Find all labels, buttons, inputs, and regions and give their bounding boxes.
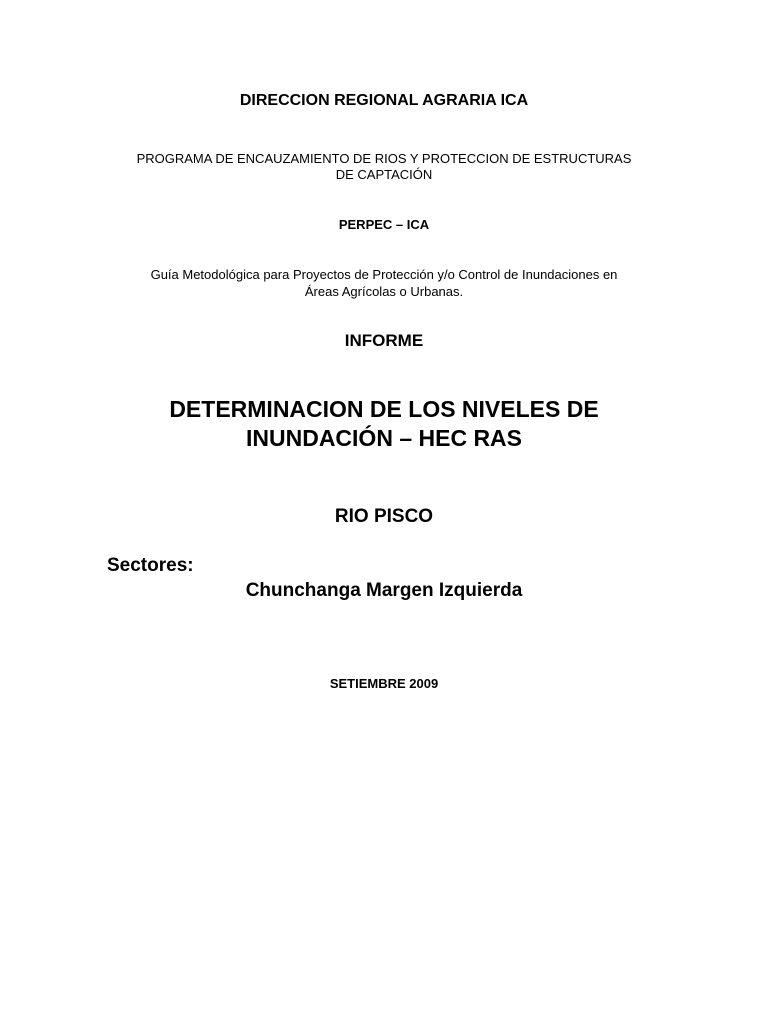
program-name-line-2: DE CAPTACIÓN — [335, 167, 433, 182]
river-name: RIO PISCO — [334, 506, 434, 527]
document-date: SETIEMBRE 2009 — [329, 676, 439, 691]
report-label: INFORME — [344, 331, 424, 350]
program-name-line-1: PROGRAMA DE ENCAUZAMIENTO DE RIOS Y PROTECCION DE ESTRUCTURAS — [136, 151, 632, 166]
methodology-guide — [0, 266, 768, 300]
program-name — [0, 151, 768, 183]
report-title-line-2: INUNDACIÓN – HEC RAS — [245, 425, 523, 451]
sector-name: Chunchanga Margen Izquierda — [245, 580, 523, 601]
methodology-guide-line-2: Áreas Agrícolas o Urbanas. — [304, 284, 464, 299]
sectors-label: Sectores: — [107, 555, 194, 576]
methodology-guide-line-1: Guía Metodológica para Proyectos de Protección y/o Control de Inundaciones en — [150, 267, 618, 282]
report-title — [0, 395, 768, 453]
report-title-line-1: DETERMINACION DE LOS NIVELES DE — [169, 396, 599, 422]
program-acronym: PERPEC – ICA — [338, 217, 430, 232]
institution-heading: DIRECCION REGIONAL AGRARIA ICA — [239, 92, 529, 109]
